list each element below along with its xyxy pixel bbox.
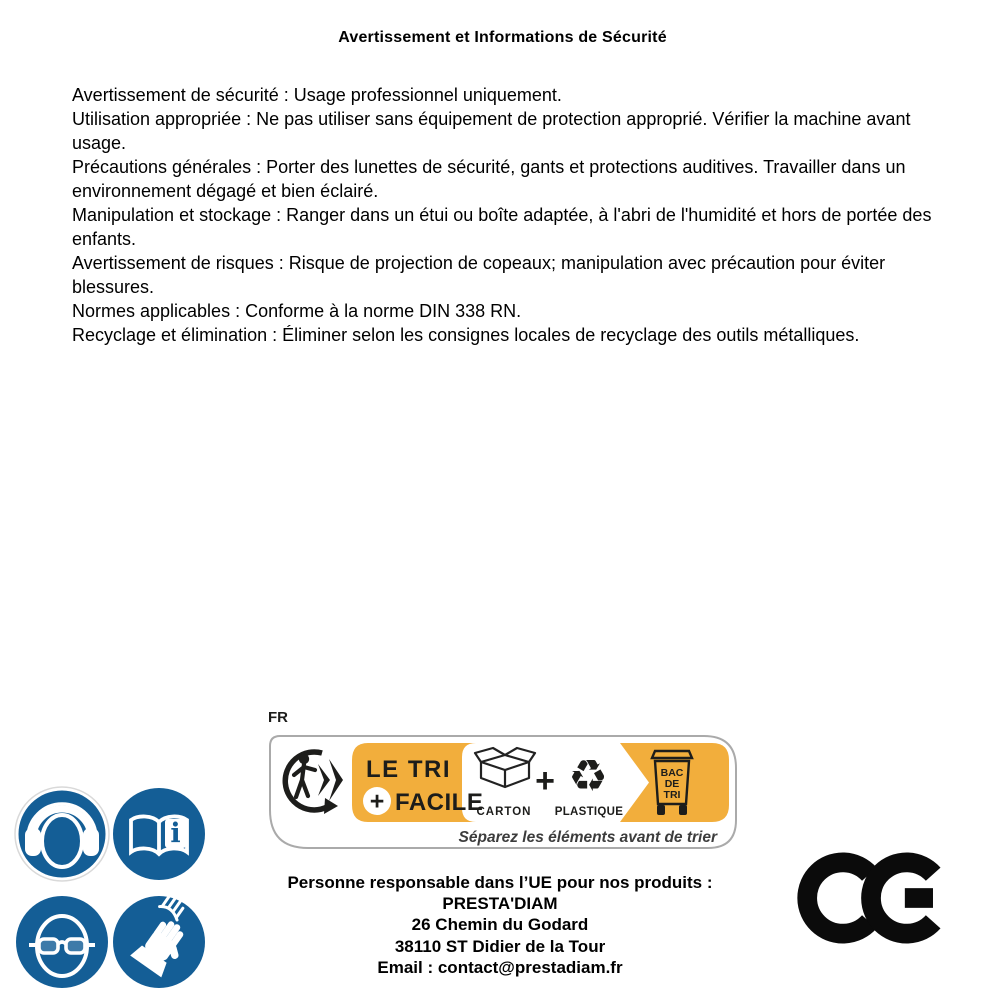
material-label-carton: CARTON [476,806,532,818]
safety-line: Recyclage et élimination : Éliminer selon les consignes locales de recyclage des outils métalliques. [72,325,860,345]
safety-text-block [72,83,948,347]
wear-protective-gloves-icon [111,894,207,990]
responsible-person-block [240,872,760,978]
materials-plus-icon: + [535,762,555,800]
responsible-line: PRESTA'DIAM [442,894,558,914]
responsible-line: 26 Chemin du Godard [411,915,589,935]
badge-line2: FACILE [395,789,484,816]
safety-line: Avertissement de risques : Risque de projection de copeaux; manipulation avec précaution pour éviter blessures. [72,253,886,297]
read-instruction-manual-icon [111,786,207,882]
wear-eye-protection-icon [14,894,110,990]
safety-line: Précautions générales : Porter des lunettes de sécurité, gants et protections auditives. Travailler dans un environnement dégagé et bien éclairé. [72,157,906,201]
bin-label-line: DE [664,778,680,790]
bin-label-line: BAC [660,767,684,779]
responsible-line: Personne responsable dans l’UE pour nos produits : [287,873,713,892]
info-tri-recycling-badge [268,734,738,854]
fr-country-label: FR [268,709,288,726]
wear-ear-protection-icon [14,786,110,882]
ce-mark-icon [796,842,948,954]
bin-label-line: TRI [663,789,681,801]
info-letter: i [170,818,181,849]
badge-tagline: Séparez les éléments avant de trier [458,829,717,846]
plus-icon: + [369,787,385,816]
material-label-plastique: PLASTIQUE [554,806,624,818]
badge-line1: LE TRI [366,756,451,783]
page-title: Avertissement et Informations de Sécurité [338,29,667,46]
responsible-line: 38110 ST Didier de la Tour [394,936,606,956]
safety-line: Manipulation et stockage : Ranger dans un étui ou boîte adaptée, à l'abri de l'humidité et hors de portée des enfants. [72,205,932,249]
safety-line: Normes applicables : Conforme à la norme DIN 338 RN. [72,301,522,321]
safety-line: Utilisation appropriée : Ne pas utiliser sans équipement de protection approprié. Vérifier la machine avant usage. [72,109,911,153]
recycle-triangle-icon: ♻ [568,751,608,802]
safety-line: Avertissement de sécurité : Usage professionnel uniquement. [72,85,562,105]
responsible-line: Email : contact@prestadiam.fr [377,957,623,977]
